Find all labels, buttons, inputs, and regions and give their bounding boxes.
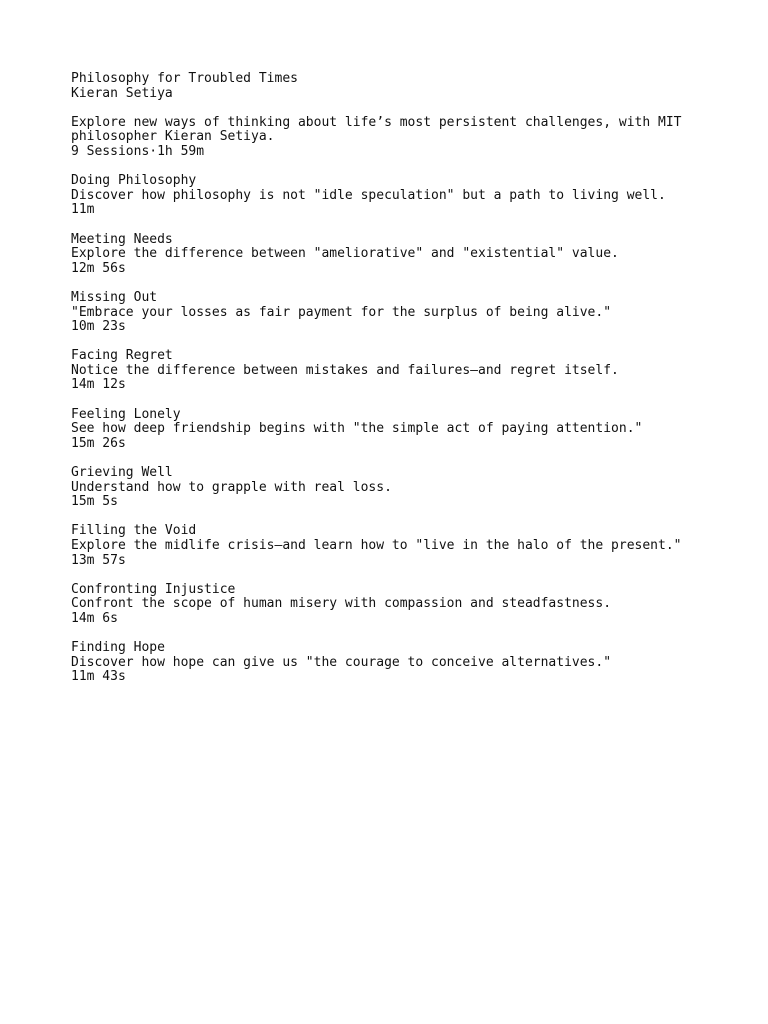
session-item[interactable]	[71, 233, 728, 277]
session-title: Filling the Void	[71, 523, 197, 539]
session-title: Confronting Injustice	[71, 581, 236, 597]
session-title: Grieving Well	[71, 465, 173, 481]
session-duration: 13m 57s	[71, 552, 126, 568]
course-author: Kieran Setiya	[71, 85, 173, 101]
session-description: "Embrace your losses as fair payment for the surplus of being alive."	[71, 304, 612, 320]
session-description: Discover how hope can give us "the courage to conceive alternatives."	[71, 654, 612, 670]
session-description: Explore the midlife crisis—and learn how to "live in the halo of the present."	[71, 538, 682, 553]
course-title: Philosophy for Troubled Times	[71, 71, 298, 86]
session-item[interactable]	[71, 408, 728, 452]
course-meta	[71, 145, 728, 160]
session-title: Missing Out	[71, 289, 158, 305]
session-item[interactable]	[71, 641, 728, 685]
session-description: Notice the difference between mistakes and failures—and regret itself.	[71, 362, 619, 378]
session-item[interactable]	[71, 524, 728, 568]
session-item[interactable]	[71, 583, 728, 627]
session-item[interactable]	[71, 291, 728, 335]
session-description: Confront the scope of human misery with compassion and steadfastness.	[71, 596, 612, 612]
session-count: 9 Sessions	[71, 143, 150, 159]
session-title: Feeling Lonely	[71, 406, 181, 422]
session-description: See how deep friendship begins with "the simple act of paying attention."	[71, 421, 643, 437]
session-duration: 15m 5s	[71, 494, 118, 510]
session-duration: 14m 6s	[71, 610, 118, 626]
session-duration: 12m 56s	[71, 260, 126, 276]
session-duration: 15m 26s	[71, 435, 126, 451]
session-item[interactable]	[71, 174, 728, 218]
total-duration: 1h 59m	[157, 143, 205, 159]
session-title: Finding Hope	[71, 640, 165, 656]
session-duration: 11m 43s	[71, 669, 126, 685]
session-duration: 10m 23s	[71, 319, 126, 335]
session-list	[71, 174, 728, 685]
session-description: Discover how philosophy is not "idle speculation" but a path to living well.	[71, 187, 666, 203]
course-description: Explore new ways of thinking about life’s most persistent challenges, with MIT philosopher Kieran Setiya.	[71, 114, 690, 145]
spacer	[71, 101, 728, 116]
session-item[interactable]	[71, 349, 728, 393]
session-title: Doing Philosophy	[71, 173, 197, 189]
session-description: Understand how to grapple with real loss.	[71, 479, 392, 495]
session-duration: 14m 12s	[71, 377, 126, 393]
meta-separator: ·	[149, 143, 158, 159]
session-title: Meeting Needs	[71, 231, 173, 247]
session-title: Facing Regret	[71, 348, 173, 364]
session-duration: 11m	[71, 202, 95, 218]
session-item[interactable]	[71, 466, 728, 510]
course-header	[71, 72, 728, 160]
session-description: Explore the difference between "ameliorative" and "existential" value.	[71, 246, 619, 262]
